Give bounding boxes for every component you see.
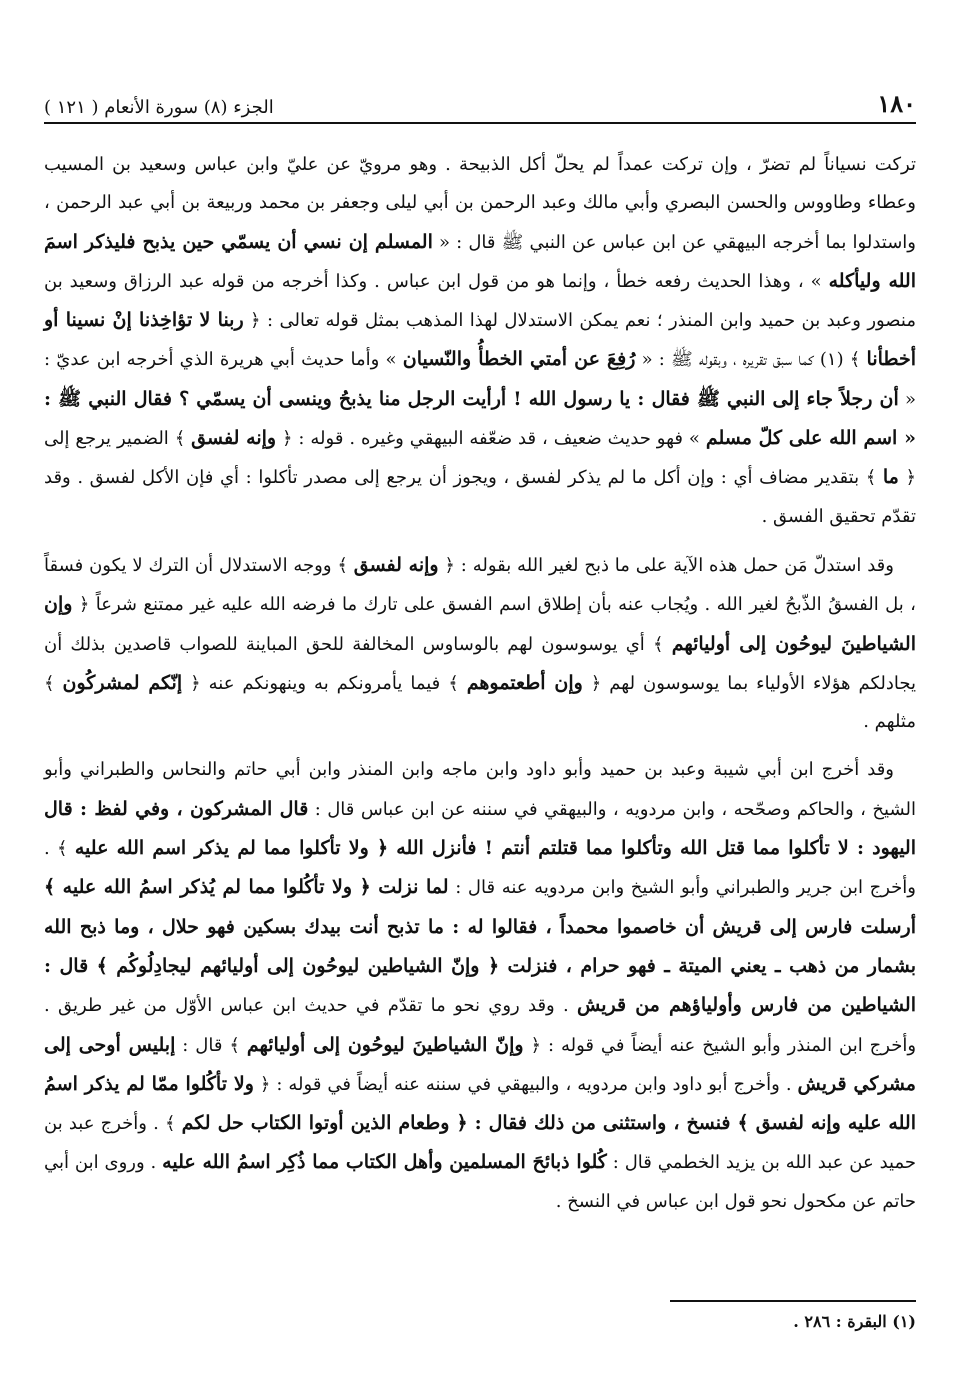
- quoted-text: وإنه لفسق: [191, 427, 277, 450]
- quoted-text: إبليس أوحى إلى مشركي قريش: [44, 1033, 916, 1095]
- commentary-text: تركت نسياناً لم تضرّ ، وإن تركت عمداً لم يحلّ أكل الذبيحة . وهو مرويّ عن عليّ وابن عباس وسعيد بن المسيب وعطاء وطاووس والحسن البصري وأبي مالك وعبد الرحمن بن أبي ليلى وجعفر بن محمد وربيعة بن أبي عبد الرحمن ، واستدلوا بما أخرجه البيهقي عن ابن عباس عن النبي ﷺ قال : «: [44, 154, 916, 253]
- paragraph: [44, 546, 916, 741]
- commentary-text: . وروى ابن أبي حاتم عن مكحول نحو قول ابن عباس في النسخ .: [44, 1152, 916, 1212]
- commentary-text: » فهو حديث ضعيف ، قد ضعّفه البيهقي وغيره . قوله : ﴿: [276, 428, 706, 450]
- quoted-text: ربنا لا تؤاخِذنا إنْ نسينا أو أخطأنا: [44, 309, 917, 371]
- commentary-text: . وقد روي نحو ما تقدّم في حديث ابن عباس الأوّل من غير طريق . وأخرج ابن المنذر وأبو الشيخ عنه أيضاً في قوله : ﴿: [44, 995, 917, 1056]
- commentary-text: ﴾ بتقدير مضاف أي : وإن أكل ما لم يذكر لفسق ، ويجوز أن يرجع إلى مصدر تأكلوا : أي فإن الأكل لفسق . وقد تقدّم تحقيق الفسق .: [44, 467, 916, 527]
- header-rule: [44, 122, 916, 124]
- quoted-text: وإنه لفسق: [353, 553, 439, 576]
- quoted-text: كُلوا ذبائحَ المسلمين وأهل الكتاب مما ذُكِر اسمُ الله عليه: [162, 1151, 607, 1174]
- commentary-text: » وأما حديث أبي هريرة الذي أخرجه ابن عديّ : «: [44, 349, 917, 410]
- paragraph: [44, 146, 916, 536]
- quoted-text: لما نزلت ﴿ ولا تأكُلوا مما لم يُذكر اسمُ الله عليه ﴾ أرسلت فارس إلى قريش أن خاصموا محمداً ، فقالوا له : ما تذبح أنت بيدك بسكين فهو حلال ، وما ذبح الله بشمار من ذهب ـ يعني الميتة ـ فهو حرام ، فنزلت ﴿ وإنّ الشياطين ليوحُون إلى أوليائهم ليجادِلُوكُم ﴾ قال : الشياطين من فارس وأولياؤهم من قريش: [44, 876, 916, 1017]
- body-text: [44, 146, 916, 1221]
- running-head: الجزء (٨) سورة الأنعام ( ١٢١ ): [44, 97, 274, 118]
- commentary-text: ﴾ الضمير يرجع إلى ﴿: [44, 428, 916, 489]
- commentary-text: ﴾ أي يوسوسون لهم بالوساوس المخالفة للحق المباينة للصواب قاصدين بذلك أن يجادلكم هؤلاء الأولياء بما يوسوسون لهم ﴿: [44, 633, 916, 694]
- quoted-text: إنّكم لمشركُون: [62, 671, 183, 694]
- footnote-rule: [670, 1300, 916, 1302]
- quoted-text: ما: [882, 466, 899, 489]
- quoted-text: المسلم إن نسي أن يسمّي حين يذبح فليذكر اسمَ الله وليأكله: [44, 230, 916, 292]
- quoted-text: وإن الشياطينَ ليوحُون إلى أوليائهم: [44, 593, 916, 655]
- page-number: ١٨٠: [877, 89, 916, 118]
- commentary-text: ﴾ . وأخرج ابن جرير والطبراني وأبو الشيخ وابن مردويه عنه قال :: [44, 838, 916, 899]
- commentary-text: ﴾ ووجه الاستدلال أن الترك لا يكون فسقاً ، بل الفسقُ الذّبحُ لغير الله . ويُجاب عنه بأن إطلاق اسم الفسق على تارك ما فرضه الله عليه غير ممتنع شرعاً ﴿: [44, 554, 916, 616]
- quoted-text: وإن أطعتموهم: [466, 671, 583, 694]
- quoted-text: قال المشركون ، وفي لفظ : قال اليهود : لا تأكلوا مما قتل الله وتأكلوا مما قتلتم أنتم ! فأنزل الله ﴿ ولا تأكلوا مما لم يذكر اسم الله عليه: [44, 797, 916, 860]
- commentary-text: ﴾ فيما يأمرونكم به وينهونكم عنه ﴿: [182, 672, 467, 694]
- commentary-text: ﴾ قال :: [175, 1034, 247, 1056]
- page-header: [44, 78, 916, 118]
- commentary-text: وقد أخرج ابن أبي شيبة وعبد بن حميد وأبو داود وابن ماجه وابن المنذر وابن أبي حاتم والنحاس والطبراني وأبو الشيخ ، والحاكم وصحّحه ، وابن مردويه ، والبيهقي في سننه عن ابن عباس قال :: [44, 759, 916, 820]
- quoted-text: ولا تأكُلوا ممّا لم يذكر اسمُ الله عليه وإنه لفسق ﴾ فنسخ ، واستثنى من ذلك فقال : ﴿ وطعام الذين أوتوا الكتاب حل لكم: [44, 1072, 916, 1135]
- commentary-text: . وأخرج أبو داود وابن مردويه ، والبيهقي في سننه عنه أيضاً في قوله : ﴿: [253, 1073, 798, 1095]
- footnote: (١) البقرة : ٢٨٦ .: [793, 1312, 916, 1331]
- quoted-text: وإنّ الشياطينَ ليوحُون إلى أوليائهم: [246, 1033, 524, 1056]
- paragraph: [44, 751, 916, 1221]
- commentary-text: » ، وهذا الحديث رفعه خطأ ، وإنما هو من قول ابن عباس . وكذا أخرجه من قوله عبد الرزاق وسعيد بن منصور وعبد بن حميد وابن المنذر ؛ نعم يمكن الاستدلال لهذا المذهب بمثل قوله تعالى : ﴿: [44, 270, 916, 332]
- commentary-text: ﴾ مثلهم .: [44, 672, 916, 733]
- quoted-text: أن رجلاً جاء إلى النبي ﷺ فقال : يا رسول الله ! أرأيت الرجل منا يذبحُ وينسى أن يسمّي ؟ فقال النبي ﷺ : « اسم الله على كلّ مسلم: [44, 387, 917, 450]
- commentary-text: ﴾ (١) كما سبق تقريره ، وبقوله ﷺ : «: [635, 349, 867, 371]
- quoted-text: رُفِعَ عن أمتي الخطأُ والنّسيان: [402, 348, 636, 371]
- commentary-text: ﴾ . وأخرج عبد بن حميد عن عبد الله بن يزيد الخطمي قال :: [44, 1113, 917, 1174]
- commentary-text: وقد استدلّ مَن حمل هذه الآية على ما ذبح لغير الله بقوله : ﴿: [438, 554, 894, 576]
